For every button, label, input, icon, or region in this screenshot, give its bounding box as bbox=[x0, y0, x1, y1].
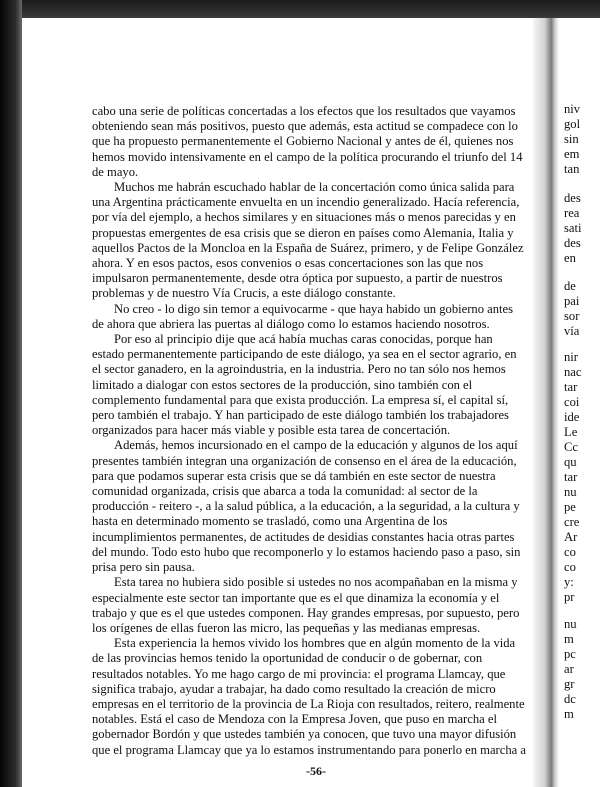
fragment-line: co bbox=[564, 560, 576, 574]
fragment-line: m bbox=[564, 707, 574, 721]
fragment-line: cre bbox=[564, 515, 580, 529]
fragment-line: Cc bbox=[564, 440, 578, 454]
fragment-line: nu bbox=[564, 617, 577, 631]
fragment-line: pai bbox=[564, 294, 580, 308]
fragment-line: niv bbox=[564, 102, 581, 116]
fragment-line: des bbox=[564, 236, 581, 250]
fragment-line: ide bbox=[564, 410, 580, 424]
scan-border-top bbox=[0, 0, 600, 18]
fragment-line: tar bbox=[564, 470, 578, 484]
fragment-line: pr bbox=[564, 590, 575, 604]
fragment-line: co bbox=[564, 545, 576, 559]
paragraph-6: Esta tarea no hubiera sido posible si ustedes no nos acompañaban en la misma y especialmente este sector tan importante que es el que dinamiza la economía y el trabajo y que es el que ustedes componen. Hay grandes empresas, por supuesto, pero los orígenes de ellas fueron las micro, las pequeñas y las medianas empresas. bbox=[92, 575, 520, 635]
fragment-line: tar bbox=[564, 380, 578, 394]
fragment-line: Ar bbox=[564, 530, 578, 544]
fragment-line: em bbox=[564, 147, 580, 161]
fragment-line: sati bbox=[564, 221, 582, 235]
paragraph-3: No creo - lo digo sin temor a equivocarme - que haya habido un gobierno antes de ahora que abriera las puertas al diálogo como lo estamos haciendo nosotros. bbox=[92, 301, 514, 331]
fragment-line: pe bbox=[564, 500, 576, 514]
fragment-line: nir bbox=[564, 350, 578, 364]
page-number: -56- bbox=[306, 764, 326, 778]
fragment-line: ar bbox=[564, 662, 574, 676]
fragment-line: m bbox=[564, 632, 574, 646]
fragment-line: tan bbox=[564, 162, 580, 176]
paragraph-7: Esta experiencia la hemos vivido los hombres que en algún momento de la vida de las provincias hemos tenido la oportunidad de conducir o de gobernar, con resultados notables. Yo me hago cargo de mi provincia: el programa Llamcay, que significa trabajo, ayudar a trabajar, ha dado como resultado la creación de micro empresas en el territorio de la provincia de La Rioja con resultados, reitero, realmente notables. Está el caso de Mendoza con la Empresa Joven, que puso en marcha el gobernador Bordón y que ustedes también ya conocen, que tuvo una mayor difusión que el programa Llamcay que ya lo estamos instrumentando para ponerlo en marcha a bbox=[92, 636, 526, 757]
fragment-line: coi bbox=[564, 395, 580, 409]
fragment-line: pc bbox=[564, 647, 576, 661]
fragment-line: qu bbox=[564, 455, 577, 469]
fragment-line: en bbox=[564, 251, 576, 265]
book-gutter bbox=[533, 18, 559, 787]
fragment-line: sor bbox=[564, 309, 580, 323]
paragraph-2: Muchos me habrán escuchado hablar de la concertación como única salida para una Argentina prácticamente envuelta en un incendio generalizado. Hacía referencia, por vía del ejemplo, a hechos similares y en situaciones más o menos parecidas y en propuestas emergentes de esa crisis que se dieron en países como Alemania, Italia y aquellos Pactos de la Moncloa en la España de Suárez, primero, y de Felipe González ahora. Y en esos pactos, esos convenios o esas concertaciones son las que nos impulsaron permanentemente, desde otra óptica por supuesto, a partir de nuestros problemas y de nuestro Vía Crucis, a este diálogo constante. bbox=[92, 180, 524, 301]
fragment-line: gr bbox=[564, 677, 575, 691]
scan-border-left bbox=[0, 0, 22, 787]
fragment-line: sin bbox=[564, 132, 579, 146]
fragment-line: de bbox=[564, 279, 576, 293]
document-page bbox=[22, 18, 533, 787]
fragment-line: vía bbox=[564, 324, 580, 338]
fragment-line: gol bbox=[564, 117, 581, 131]
body-text bbox=[92, 104, 528, 758]
fragment-line: des bbox=[564, 191, 581, 205]
paragraph-4: Por eso al principio dije que acá había muchas caras conocidas, porque han estado permanentemente participando de este diálogo, ya sea en el sector agrario, en el sector ganadero, en la agroindustria, en la industria. Pero no tan sólo nos hemos limitado a dialogar con estos sectores de la producción, sino también con el complemento fundamental para que exista producción. La empresa sí, el capital sí, pero también el trabajo. Y han participado de este diálogo también los trabajadores organizados para hacer más viable y posible esta tarea de concertación. bbox=[92, 332, 517, 438]
fragment-line: y: bbox=[564, 575, 574, 589]
fragment-line: nac bbox=[564, 365, 582, 379]
fragment-line: nu bbox=[564, 485, 577, 499]
fragment-line: dc bbox=[564, 692, 576, 706]
paragraph-5: Además, hemos incursionado en el campo de la educación y algunos de los aquí presentes también integran una organización de consenso en el área de la educación, para que podamos superar esta crisis que se dá también en este sector de nuestra comunidad organizada, crisis que abarca a toda la comunidad: al sector de la producción - reitero -, a la salud pública, a la educación, a la seguridad, a la cultura y hasta en determinado momento se trasladó, como una Argentina de los incumplimientos permanentes, de actitudes de desidias constantes hacia otras partes del mundo. Todo esto hubo que recomponerlo y lo estamos haciendo paso a paso, sin prisa pero sin pausa. bbox=[92, 438, 521, 575]
adjacent-page-fragment bbox=[559, 18, 600, 787]
fragment-line: rea bbox=[564, 206, 580, 220]
paragraph-1: cabo una serie de políticas concertadas a los efectos que los resultados que vayamos obteniendo sean más positivos, puesto que además, esta actitud se compadece con lo que ha propuesto permanentemente el Gobierno Nacional y antes de él, quienes nos hemos movido intensivamente en el campo de la política procurando el triunfo del 14 de mayo. bbox=[92, 104, 523, 179]
fragment-line: Le bbox=[564, 425, 578, 439]
